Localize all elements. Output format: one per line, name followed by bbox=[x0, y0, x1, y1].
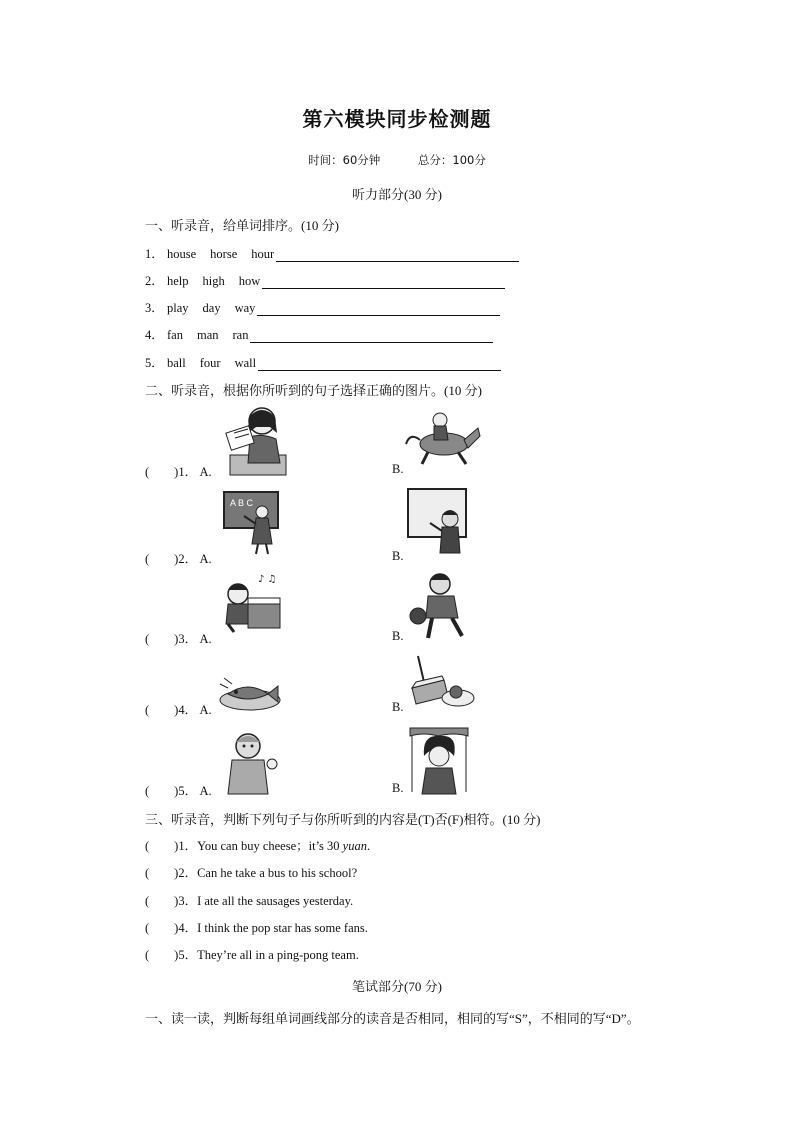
answer-blank[interactable] bbox=[262, 276, 505, 289]
exam-meta bbox=[0, 152, 794, 168]
list-item: ( )4．I think the pop star has some fans. bbox=[145, 921, 368, 935]
boy-basketball-picture bbox=[408, 570, 476, 642]
woman-curtain-picture bbox=[408, 726, 470, 796]
list-item: ( )2．Can he take a bus to his school? bbox=[145, 866, 358, 880]
option-a-label[interactable]: A. bbox=[199, 784, 212, 798]
answer-blank[interactable] bbox=[257, 303, 500, 316]
boy-whiteboard-picture bbox=[406, 487, 468, 557]
question-row: ( )5． A. bbox=[145, 784, 212, 798]
girl-reading-picture bbox=[222, 403, 288, 477]
option-b-label[interactable]: B. bbox=[392, 781, 404, 795]
list-item: ( )1．You can buy cheese；it’s 30 yuan. bbox=[145, 839, 371, 853]
cake-dessert-picture bbox=[408, 654, 476, 710]
option-b-label[interactable]: B. bbox=[392, 700, 404, 714]
option-a-label[interactable]: A. bbox=[199, 703, 212, 717]
question-row: ( )1． A. bbox=[145, 465, 212, 479]
section3-heading: 三、听录音，判断下列句子与你所听到的内容是(T)否(F)相符。(10 分) bbox=[145, 812, 541, 827]
teacher-blackboard-picture bbox=[222, 490, 280, 556]
option-a-label[interactable]: A. bbox=[199, 552, 212, 566]
option-b-label[interactable]: B. bbox=[392, 629, 404, 643]
page-title: 第六模块同步检测题 bbox=[302, 107, 492, 131]
written-part-heading: 笔试部分(70 分) bbox=[352, 979, 442, 994]
svg-text:♪ ♫: ♪ ♫ bbox=[258, 574, 277, 585]
question-row: ( )3． A. bbox=[145, 632, 212, 646]
boy-piano-picture bbox=[220, 572, 282, 634]
svg-text:A B C: A B C bbox=[230, 498, 254, 508]
list-item: 3． play day way bbox=[145, 298, 500, 316]
list-item: 1． house horse hour bbox=[145, 244, 519, 262]
old-man-picture bbox=[222, 730, 280, 796]
option-a-label[interactable]: A. bbox=[199, 632, 212, 646]
section2-heading: 二、听录音，根据你所听到的句子选择正确的图片。(10 分) bbox=[145, 383, 482, 398]
section4-heading: 一、读一读，判断每组单词画线部分的读音是否相同，相同的写“S”，不相同的写“D”。 bbox=[145, 1011, 640, 1026]
time-limit: 时间：60分钟 bbox=[308, 153, 381, 167]
question-row: ( )4． A. bbox=[145, 703, 212, 717]
list-item: ( )5．They’re all in a ping-pong team. bbox=[145, 948, 359, 962]
total-score: 总分：100分 bbox=[417, 153, 486, 167]
answer-blank[interactable] bbox=[250, 330, 493, 343]
question-row: ( )2． A. bbox=[145, 552, 212, 566]
option-b-label[interactable]: B. bbox=[392, 462, 404, 476]
option-b-label[interactable]: B. bbox=[392, 549, 404, 563]
fish-dish-picture bbox=[218, 674, 282, 714]
option-a-label[interactable]: A. bbox=[199, 465, 212, 479]
answer-blank[interactable] bbox=[276, 249, 519, 262]
list-item: ( )3．I ate all the sausages yesterday. bbox=[145, 894, 354, 908]
section1-heading: 一、听录音，给单词排序。(10 分) bbox=[145, 218, 339, 233]
answer-blank[interactable] bbox=[258, 358, 501, 371]
boy-riding-horse-picture bbox=[404, 410, 482, 466]
list-item: 2． help high how bbox=[145, 271, 505, 289]
list-item: 5． ball four wall bbox=[145, 353, 501, 371]
list-item: 4． fan man ran bbox=[145, 325, 493, 343]
listening-part-heading: 听力部分(30 分) bbox=[352, 187, 442, 202]
